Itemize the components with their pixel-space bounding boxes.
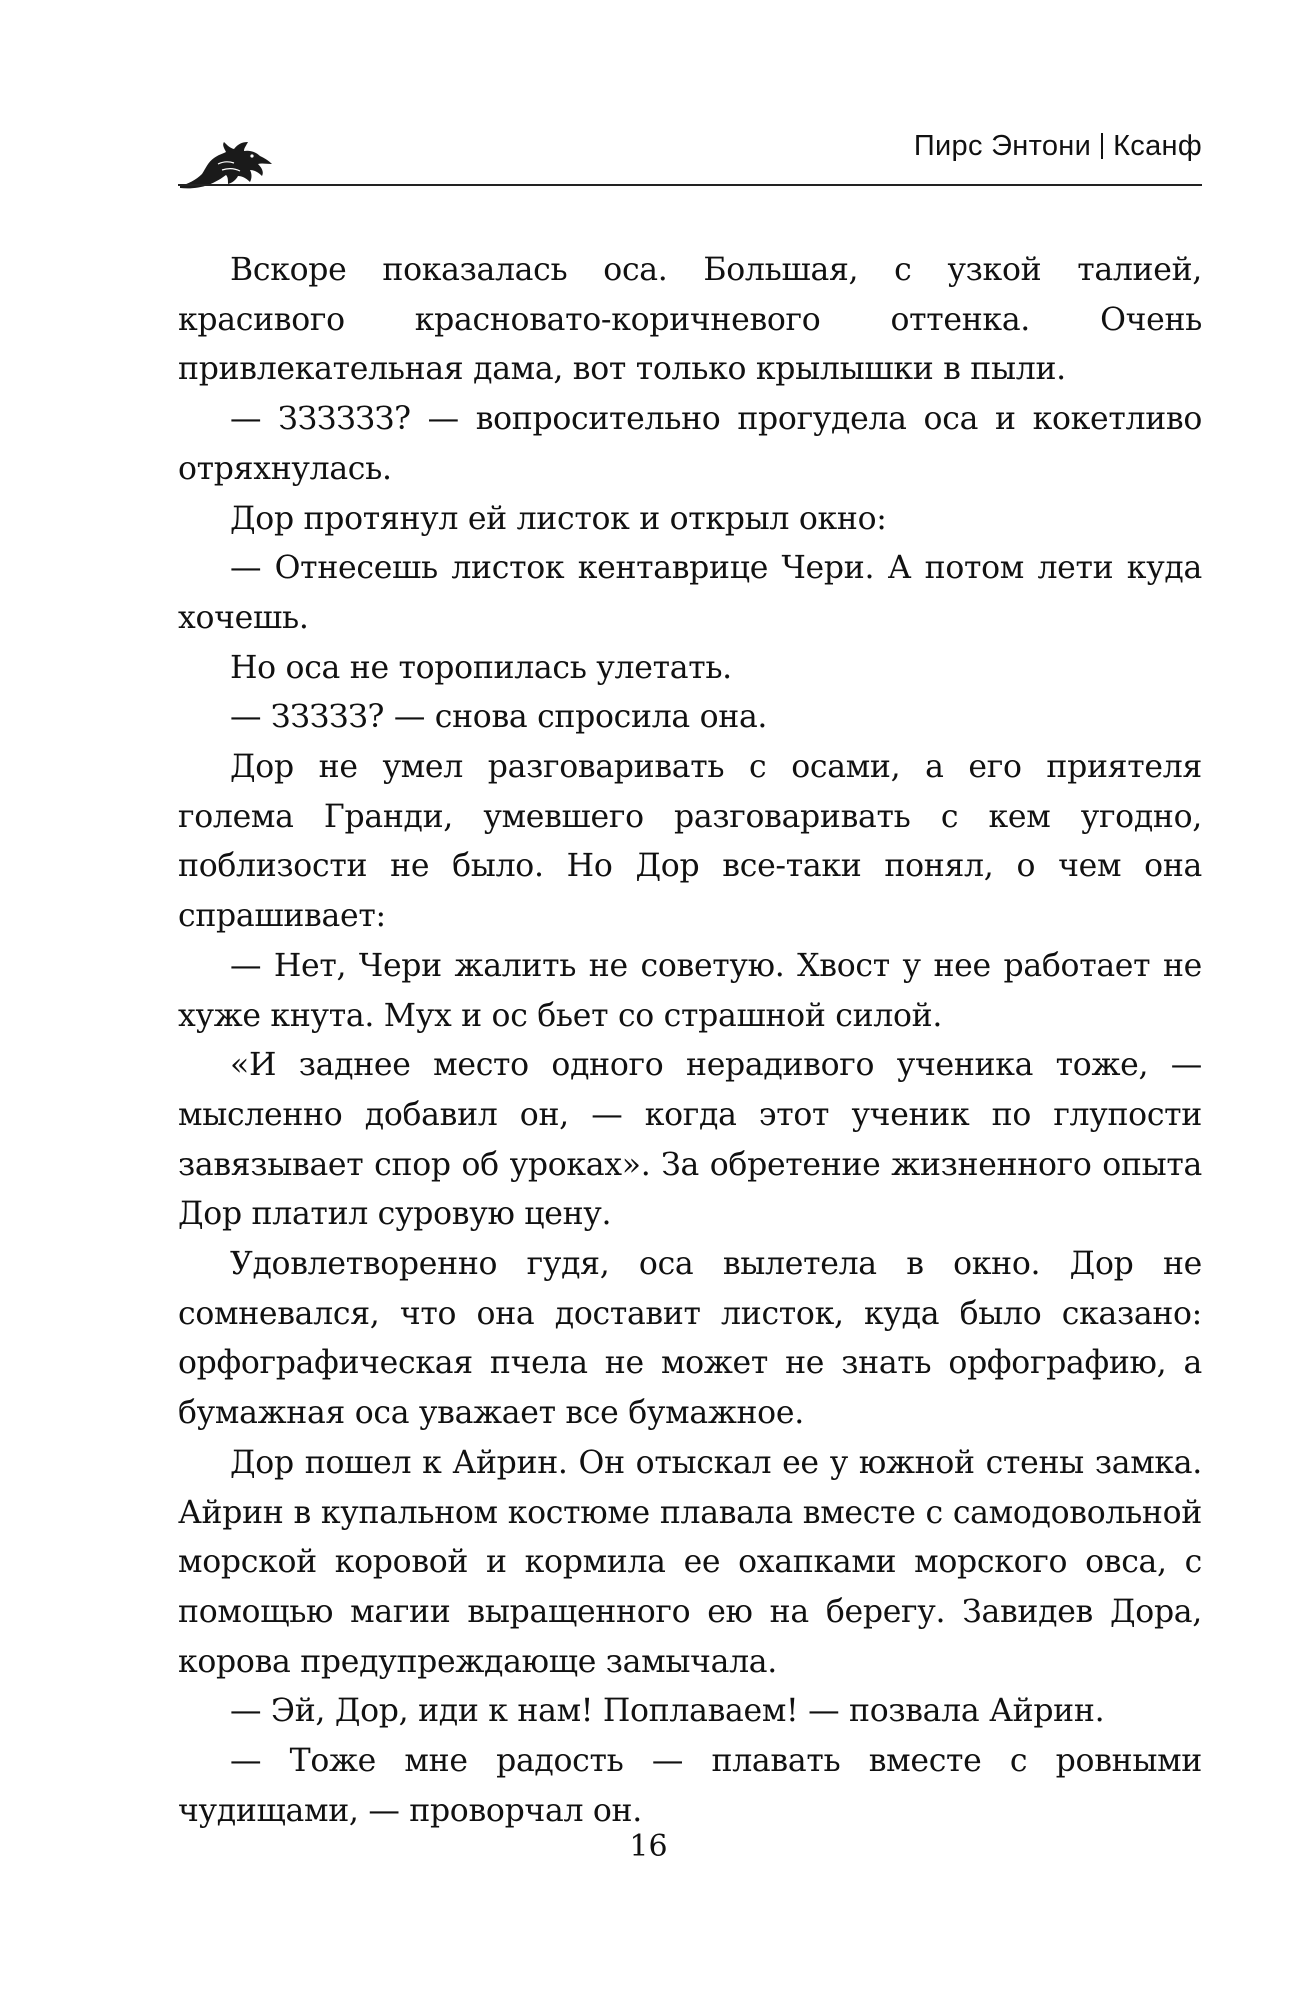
paragraph: Дор пошел к Айрин. Он отыскал ее у южной стены замка. Айрин в купальном костюме плавала вместе с самодовольной морской коровой и кормила ее охапками морского овса, с помощью магии выращенного ею на берегу. Завидев Дора, корова предупреждающе замычала. [178,1444,1202,1680]
paragraph: — ЗЗЗЗЗЗ? — вопросительно прогудела оса и кокетливо отряхнулась. [178,401,1202,487]
paragraph: Дор не умел разговаривать с осами, а его приятеля голема Гранди, умевшего разговаривать с кем угодно, поблизости не было. Но Дор все-таки понял, о чем она спрашивает: [178,749,1202,935]
paragraph: Удовлетворенно гудя, оса вылетела в окно. Дор не сомневался, что она доставит листок, куда было сказано: орфографическая пчела не может не знать орфографию, а бумажная оса уважает все бумажное. [178,1246,1202,1432]
paragraph: Дор протянул ей листок и открыл окно: [230,500,887,537]
page-number: 16 [629,1829,668,1864]
paragraph: «И заднее место одного нерадивого ученика тоже, — мысленно добавил он, — когда этот ученик по глупости завязывает спор об уроках». За обретение жизненного опыта Дор платил суровую цену. [178,1047,1202,1233]
paragraph: — Нет, Чери жалить не советую. Хвост у нее работает не хуже кнута. Мух и ос бьет со страшной силой. [178,947,1202,1034]
body-text [178,246,1202,1837]
paragraph: Вскоре показалась оса. Большая, с узкой талией, красивого красновато-коричневого оттенка. Очень привлекательная дама, вот только крылышки в пыли. [178,252,1202,388]
running-title [914,130,1202,163]
running-header [178,118,1202,198]
paragraph: — Отнесешь листок кентаврице Чери. А потом лети куда хочешь. [178,550,1202,636]
paragraph: — Тоже мне радость — плавать вместе с ровными чудищами, — проворчал он. [178,1743,1202,1829]
header-rule [178,184,1202,186]
paragraph: Но оса не торопилась улетать. [230,649,732,686]
header-separator [1101,133,1103,159]
author-name: Пирс Энтони [913,130,1092,162]
book-title: Ксанф [1113,130,1202,162]
paragraph: — ЗЗЗЗЗ? — снова спросила она. [230,699,768,736]
paragraph: — Эй, Дор, иди к нам! Поплаваем! — позвала Айрин. [230,1693,1105,1730]
